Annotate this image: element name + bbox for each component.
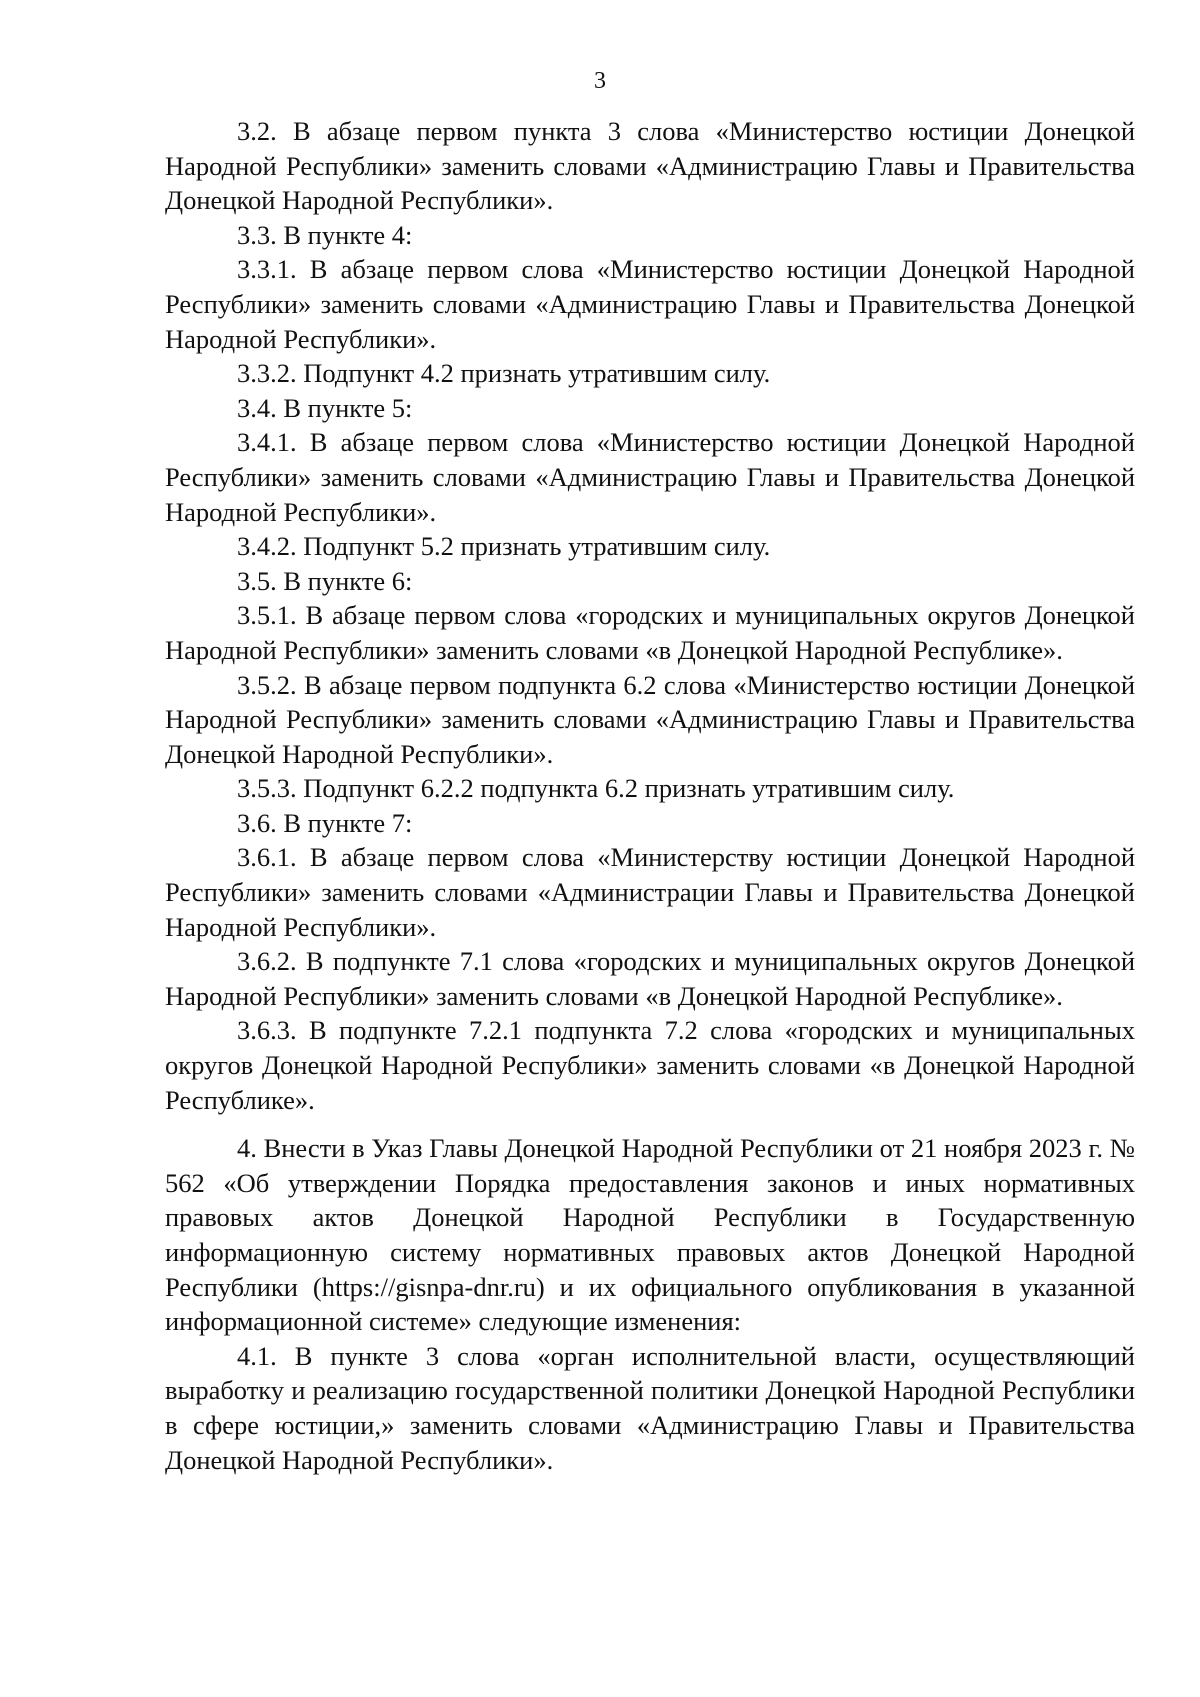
paragraph-3-4-1: 3.4.1. В абзаце первом слова «Министерство юстиции Донецкой Народной Республики» заменить словами «Администрацию Главы и Правительства Донецкой Народной Республики». bbox=[165, 427, 1135, 527]
paragraph-3-6: 3.6. В пункте 7: bbox=[237, 807, 413, 838]
paragraph-3-6-2: 3.6.2. В подпункте 7.1 слова «городских и муниципальных округов Донецкой Народной Республики» заменить словами «в Донецкой Народной Республике». bbox=[165, 946, 1135, 1011]
paragraph-4: 4. Внести в Указ Главы Донецкой Народной Республики от 21 ноября 2023 г. № 562 «Об утверждении Порядка предоставления законов и иных нормативных правовых актов Донецкой Народной Республики в Государственную информационную систему нормативных правовых актов Донецкой Народной Республики (https://gisnpa-dnr.ru) и их официального опубликования в указанной информационной системе» следующие изменения: bbox=[165, 1133, 1135, 1337]
paragraph-3-6-3: 3.6.3. В подпункте 7.2.1 подпункта 7.2 слова «городских и муниципальных округов Донецкой Народной Республики» заменить словами «в Донецкой Народной Республике». bbox=[165, 1015, 1135, 1115]
paragraph-3-5-1: 3.5.1. В абзаце первом слова «городских и муниципальных округов Донецкой Народной Республики» заменить словами «в Донецкой Народной Республике». bbox=[165, 600, 1135, 665]
paragraph-3-3: 3.3. В пункте 4: bbox=[237, 219, 413, 250]
paragraph-3-3-2: 3.3.2. Подпункт 4.2 признать утратившим силу. bbox=[237, 358, 771, 389]
paragraph-3-5-3: 3.5.3. Подпункт 6.2.2 подпункта 6.2 признать утратившим силу. bbox=[237, 773, 955, 804]
document-body bbox=[165, 114, 1135, 1477]
paragraph-3-5: 3.5. В пункте 6: bbox=[237, 565, 413, 596]
paragraph-3-3-1: 3.3.1. В абзаце первом слова «Министерство юстиции Донецкой Народной Республики» заменить словами «Администрацию Главы и Правительства Донецкой Народной Республики». bbox=[165, 254, 1135, 354]
page-number: 3 bbox=[594, 68, 606, 94]
paragraph-3-6-1: 3.6.1. В абзаце первом слова «Министерству юстиции Донецкой Народной Республики» заменить словами «Администрации Главы и Правительства Донецкой Народной Республики». bbox=[165, 842, 1135, 942]
paragraph-3-2: 3.2. В абзаце первом пункта 3 слова «Министерство юстиции Донецкой Народной Республики» заменить словами «Администрацию Главы и Правительства Донецкой Народной Республики». bbox=[165, 116, 1135, 216]
paragraph-3-4: 3.4. В пункте 5: bbox=[237, 392, 413, 423]
paragraph-3-5-2: 3.5.2. В абзаце первом подпункта 6.2 слова «Министерство юстиции Донецкой Народной Республики» заменить словами «Администрацию Главы и Правительства Донецкой Народной Республики». bbox=[165, 669, 1135, 769]
paragraph-3-4-2: 3.4.2. Подпункт 5.2 признать утратившим силу. bbox=[237, 531, 771, 562]
paragraph-4-1: 4.1. В пункте 3 слова «орган исполнительной власти, осуществляющий выработку и реализацию государственной политики Донецкой Народной Республики в сфере юстиции,» заменить словами «Администрацию Главы и Правительства Донецкой Народной Республики». bbox=[165, 1340, 1135, 1475]
